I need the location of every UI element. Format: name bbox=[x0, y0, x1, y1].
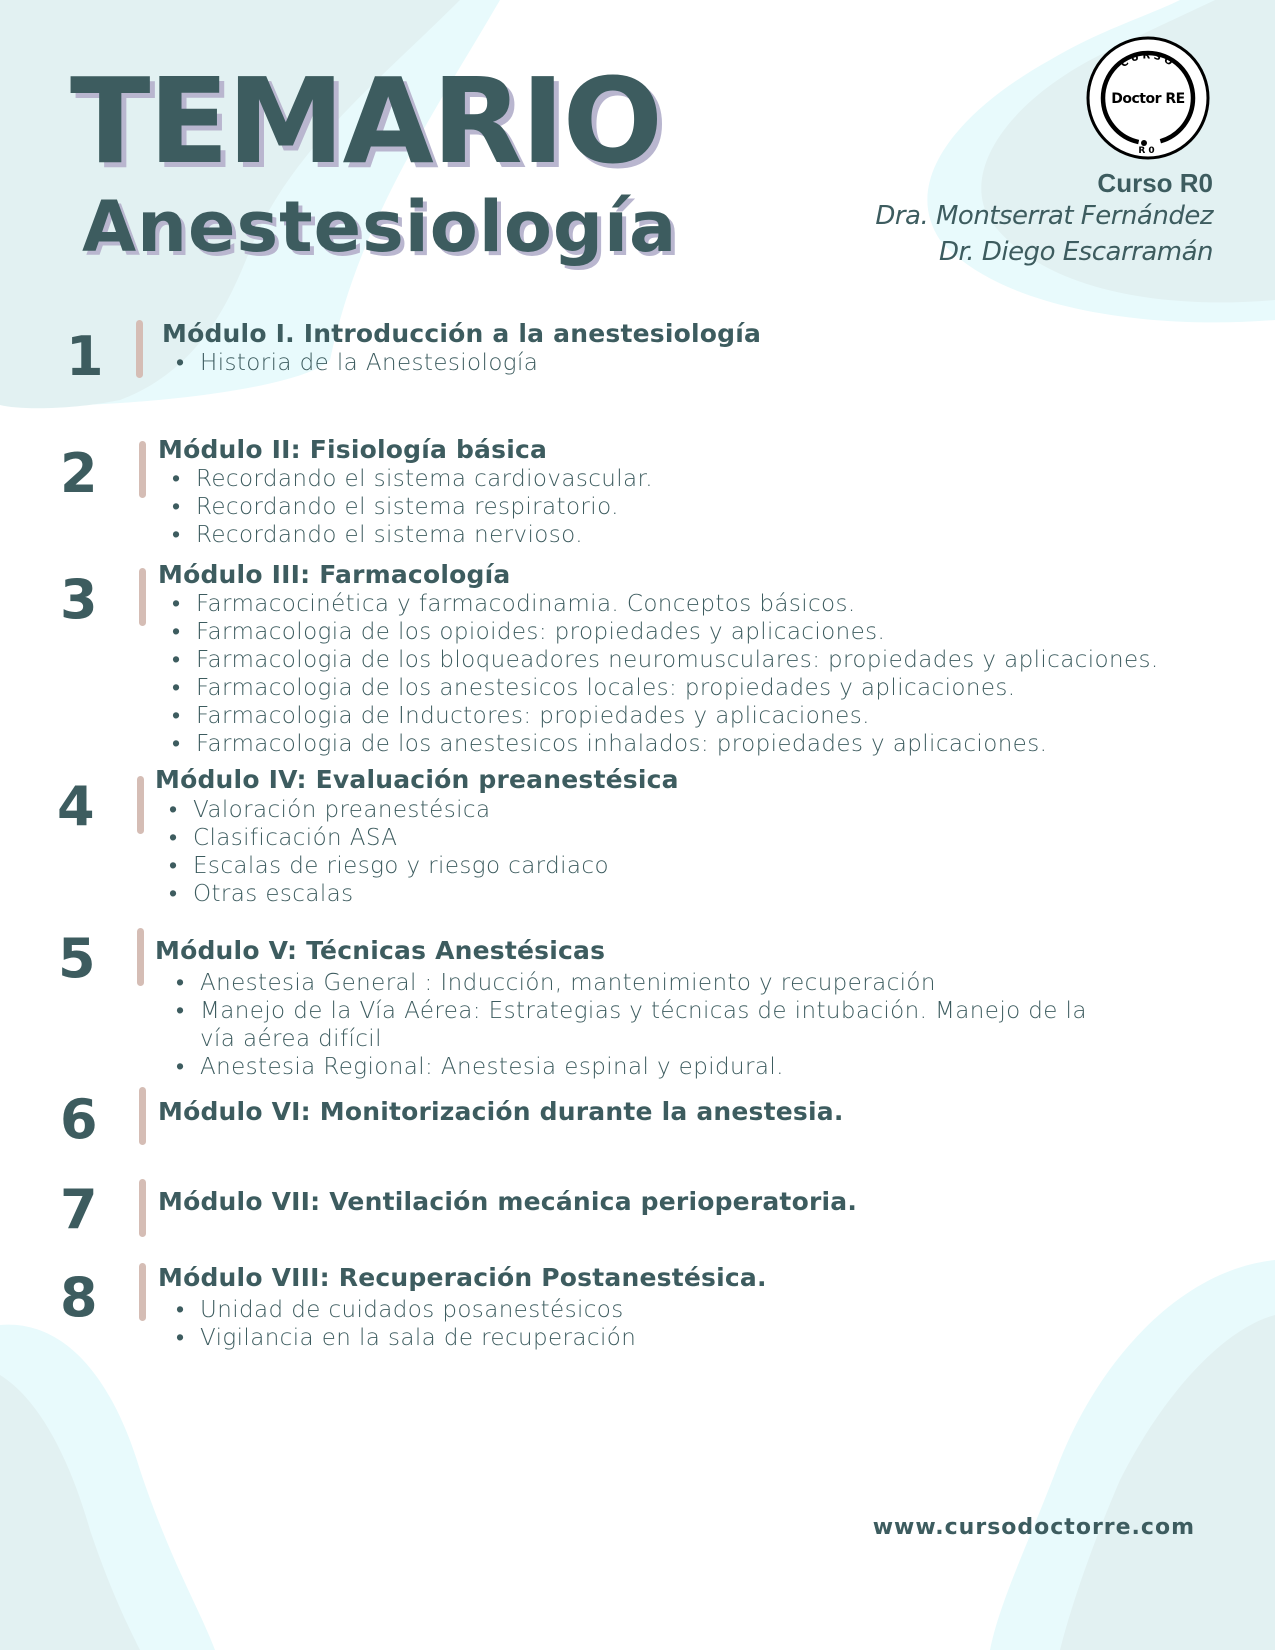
module-title: Módulo V: Técnicas Anestésicas bbox=[155, 936, 606, 965]
module-items bbox=[172, 969, 1112, 1081]
module-items bbox=[168, 590, 1159, 758]
bullet-icon: • bbox=[172, 703, 181, 729]
module-items bbox=[165, 796, 609, 908]
module-item: • Valoración preanestésica bbox=[169, 797, 491, 823]
module-title: Módulo VII: Ventilación mecánica perioperatoria. bbox=[158, 1187, 858, 1216]
module-accent-bar bbox=[137, 928, 144, 986]
module-accent-bar bbox=[139, 1179, 146, 1237]
module-number: 2 bbox=[60, 442, 98, 505]
module-item: • Farmacologia de los opioides: propiedades y aplicaciones. bbox=[172, 619, 886, 645]
bullet-icon: • bbox=[169, 881, 178, 907]
module-item: • Recordando el sistema cardiovascular. bbox=[172, 466, 654, 492]
module-number: 6 bbox=[60, 1088, 98, 1151]
module-item: • Farmacologia de los anestesicos locales: propiedades y aplicaciones. bbox=[172, 675, 1016, 701]
bullet-icon: • bbox=[176, 350, 185, 376]
module-accent-bar bbox=[137, 776, 144, 834]
logo-bottom-text: R0 bbox=[1138, 146, 1158, 156]
module-title: Módulo I. Introducción a la anestesiología bbox=[162, 319, 762, 348]
bullet-icon: • bbox=[172, 675, 181, 701]
bullet-icon: • bbox=[176, 1054, 185, 1080]
module-number: 1 bbox=[66, 325, 104, 388]
module-number: 7 bbox=[60, 1178, 98, 1241]
module-title: Módulo III: Farmacología bbox=[158, 560, 511, 589]
bullet-icon: • bbox=[169, 853, 178, 879]
logo-stethoscope-dot bbox=[1141, 140, 1147, 146]
module-accent-bar bbox=[136, 320, 143, 378]
module-items bbox=[172, 349, 538, 377]
module-number: 5 bbox=[58, 927, 96, 990]
page-subtitle: Anestesiología bbox=[82, 186, 678, 268]
module-items bbox=[168, 465, 653, 549]
bullet-icon: • bbox=[172, 466, 181, 492]
module-items bbox=[172, 1296, 636, 1352]
logo-center-text: Doctor RE bbox=[1111, 91, 1185, 107]
module-title: Módulo VI: Monitorización durante la anestesia. bbox=[158, 1097, 844, 1126]
author-name: Dra. Montserrat Fernández bbox=[875, 201, 1213, 231]
module-accent-bar bbox=[139, 568, 146, 626]
course-info bbox=[875, 168, 1213, 270]
bullet-icon: • bbox=[172, 619, 181, 645]
website-link[interactable]: www.cursodoctorre.com bbox=[872, 1515, 1195, 1540]
module-number: 8 bbox=[60, 1266, 98, 1329]
bullet-icon: • bbox=[176, 970, 185, 996]
page-title: TEMARIO bbox=[70, 52, 661, 190]
bullet-icon: • bbox=[169, 797, 178, 823]
module-title: Módulo VIII: Recuperación Postanestésica. bbox=[158, 1263, 767, 1292]
module-accent-bar bbox=[139, 1263, 146, 1321]
bullet-icon: • bbox=[172, 591, 181, 617]
author-name: Dr. Diego Escarramán bbox=[938, 237, 1213, 267]
bullet-icon: • bbox=[169, 825, 178, 851]
module-title: Módulo IV: Evaluación preanestésica bbox=[155, 765, 679, 794]
module-item: • Historia de la Anestesiología bbox=[176, 350, 539, 376]
module-item: • Vigilancia en la sala de recuperación bbox=[176, 1325, 637, 1351]
logo-badge bbox=[1086, 36, 1210, 160]
module-accent-bar bbox=[139, 441, 146, 498]
module-item: • Escalas de riesgo y riesgo cardiaco bbox=[169, 853, 609, 879]
module-item: • Anestesia Regional: Anestesia espinal y epidural. bbox=[176, 1054, 784, 1080]
module-item: • Farmacologia de los bloqueadores neuromusculares: propiedades y aplicaciones. bbox=[172, 647, 1159, 673]
course-name: Curso R0 bbox=[1097, 168, 1213, 198]
bullet-icon: • bbox=[176, 1325, 185, 1351]
bullet-icon: • bbox=[172, 494, 181, 520]
logo-top-text: CURSO bbox=[1118, 50, 1178, 70]
module-item: • Farmacologia de los anestesicos inhalados: propiedades y aplicaciones. bbox=[172, 731, 1048, 757]
bullet-icon: • bbox=[172, 522, 181, 548]
module-number: 4 bbox=[57, 775, 95, 838]
module-item: • Farmacologia de Inductores: propiedades y aplicaciones. bbox=[172, 703, 870, 729]
bullet-icon: • bbox=[172, 731, 181, 757]
module-number: 3 bbox=[60, 568, 98, 631]
module-item: • Recordando el sistema nervioso. bbox=[172, 522, 583, 548]
module-item: • Unidad de cuidados posanestésicos bbox=[176, 1297, 624, 1323]
bullet-icon: • bbox=[176, 1297, 185, 1323]
module-title: Módulo II: Fisiología básica bbox=[158, 435, 548, 464]
module-item: • Recordando el sistema respiratorio. bbox=[172, 494, 619, 520]
module-item: • Clasificación ASA bbox=[169, 825, 398, 851]
module-item: • Otras escalas bbox=[169, 881, 354, 907]
bullet-icon: • bbox=[176, 998, 185, 1024]
module-accent-bar bbox=[139, 1087, 146, 1145]
module-item: • Manejo de la Vía Aérea: Estrategias y técnicas de intubación. Manejo de la vía aérea difícil bbox=[176, 998, 1087, 1052]
module-item: • Anestesia General : Inducción, mantenimiento y recuperación bbox=[176, 970, 936, 996]
bullet-icon: • bbox=[172, 647, 181, 673]
module-item: • Farmacocinética y farmacodinamia. Conceptos básicos. bbox=[172, 591, 856, 617]
